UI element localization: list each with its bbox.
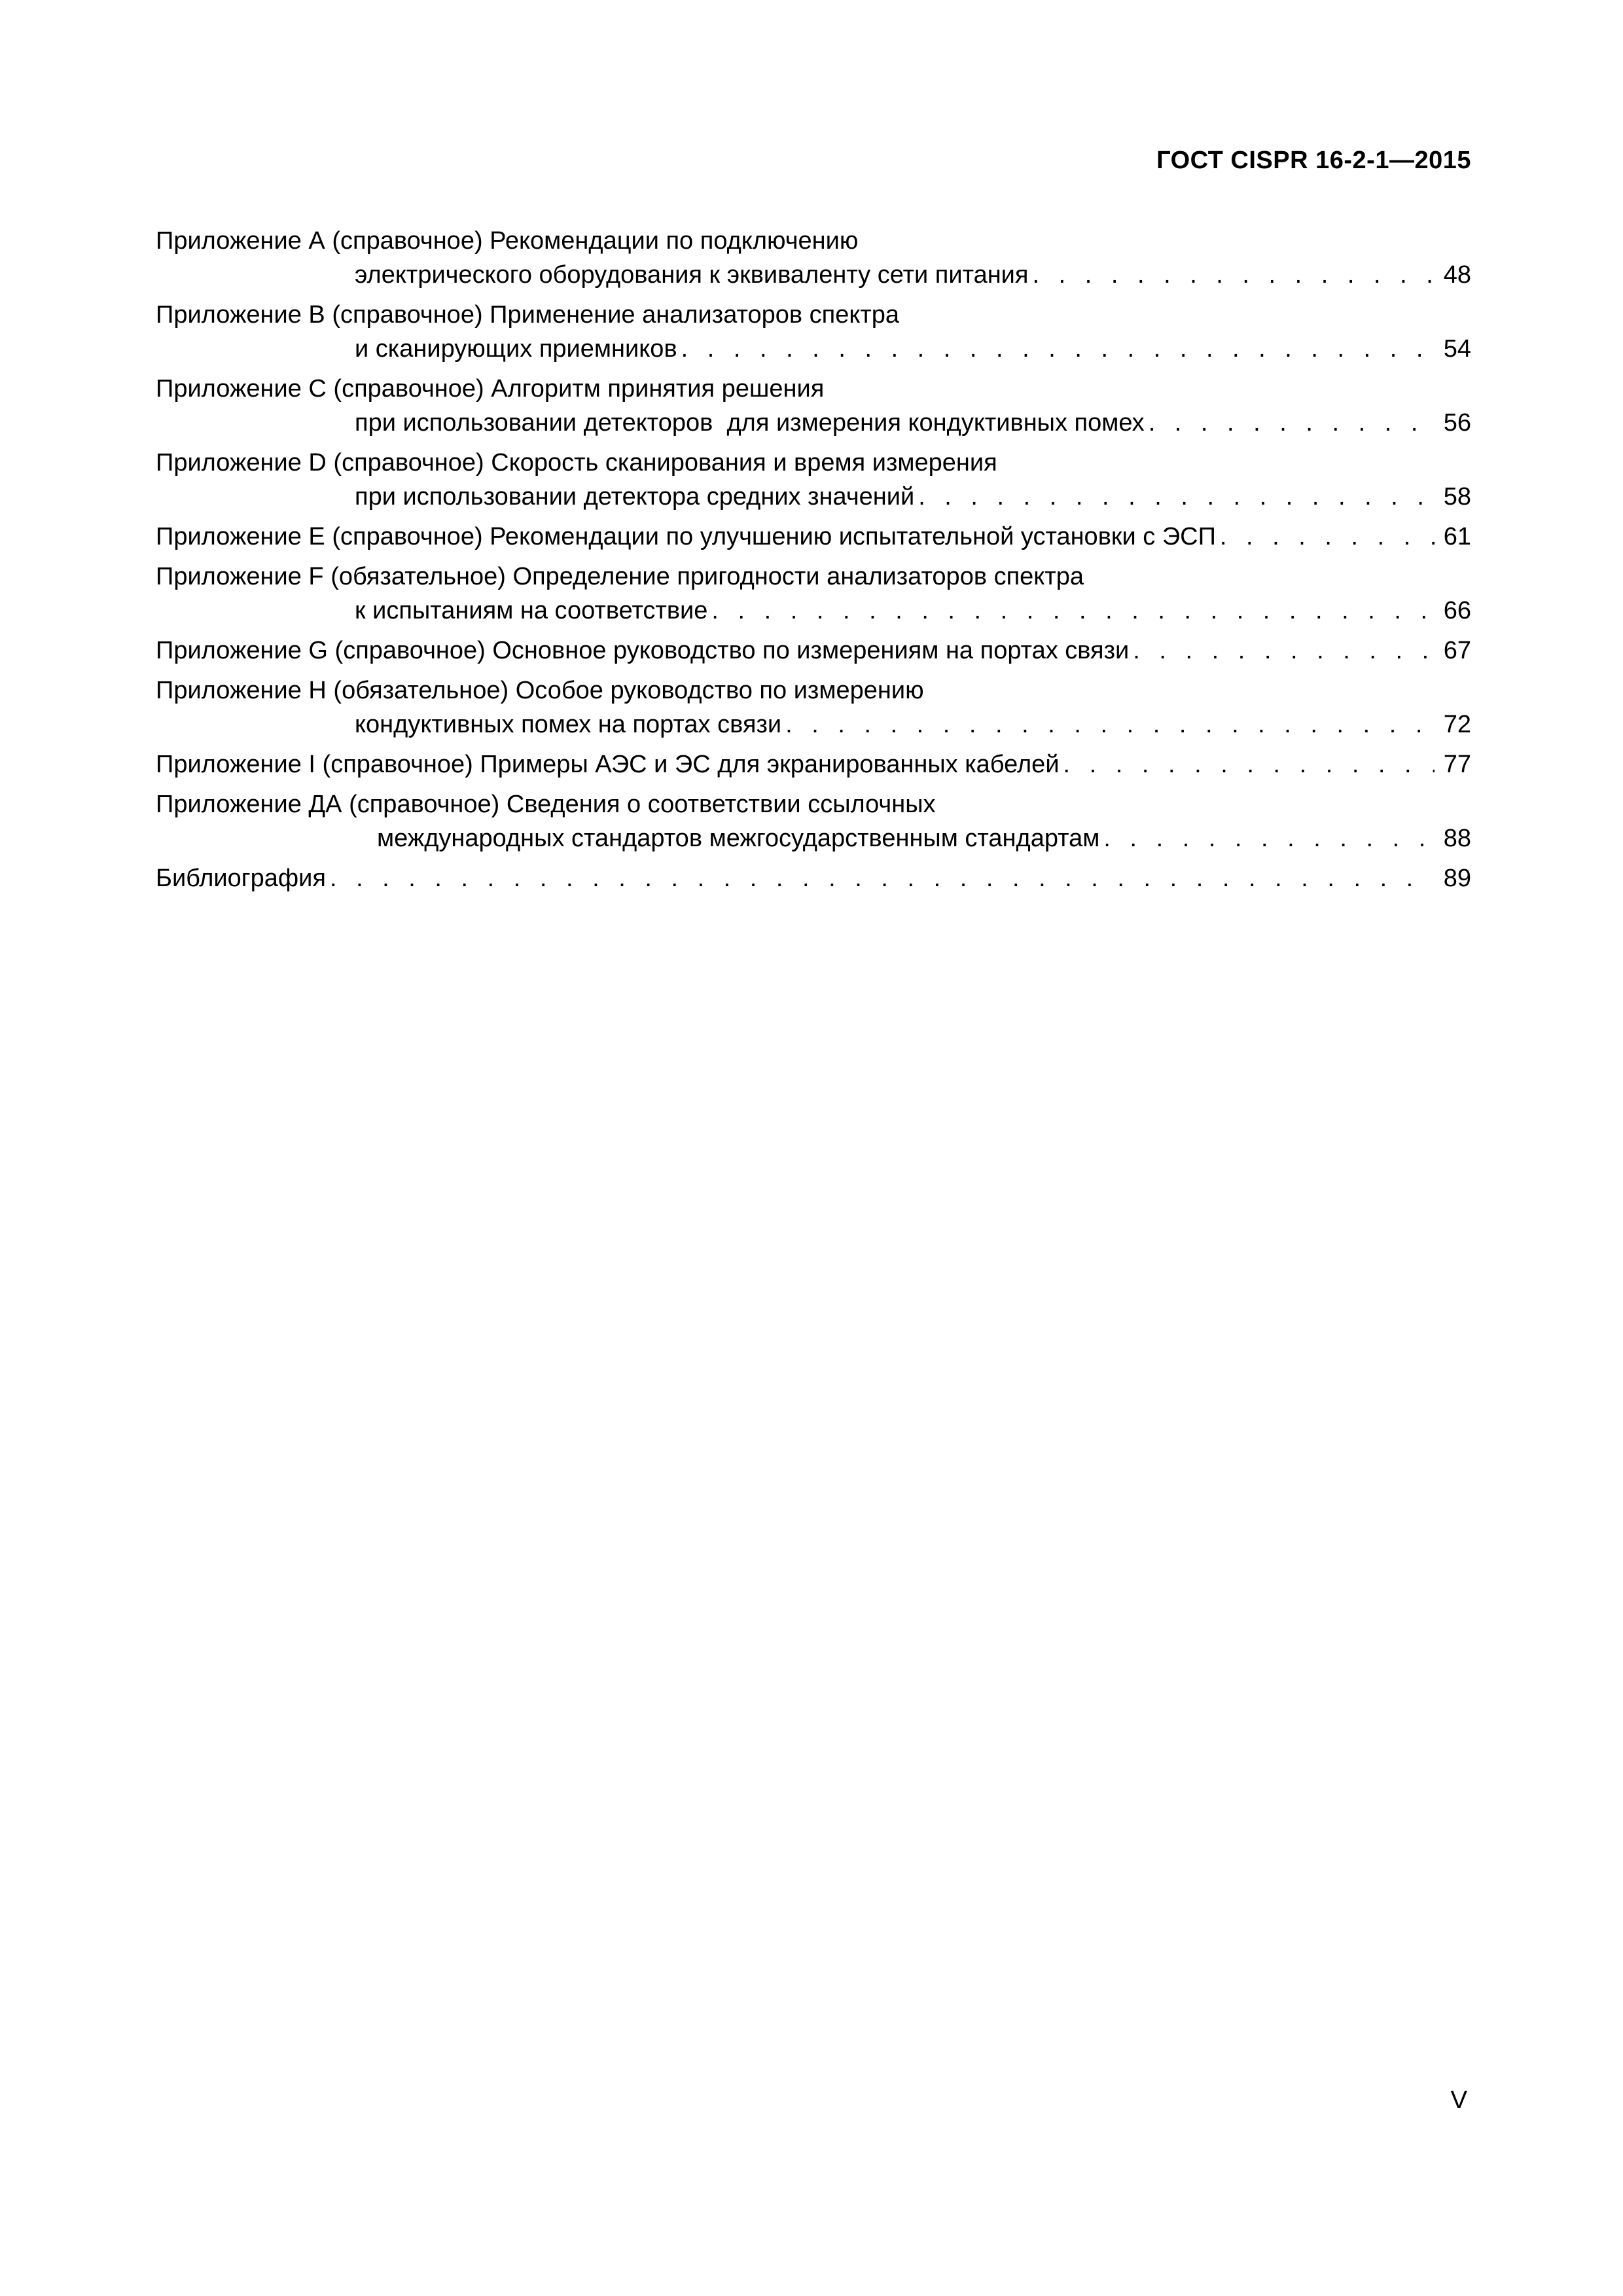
toc-entry-title-continuation: электрического оборудования к эквиваленту сети питания — [355, 261, 1029, 289]
toc-entry-appendix-g[interactable] — [156, 634, 1471, 668]
document-code-header: ГОСТ CISPR 16-2-1—2015 — [1156, 147, 1471, 174]
table-of-contents — [156, 224, 1471, 901]
toc-entry-appendix-d[interactable] — [156, 446, 1471, 514]
toc-entry-title-continuation: и сканирующих приемников — [355, 335, 677, 363]
toc-entry-title-continuation: кондуктивных помех на портах связи — [355, 711, 782, 738]
toc-entry-title-continuation: при использовании детекторов для измерения кондуктивных помех — [355, 409, 1145, 437]
toc-entry-appendix-da[interactable] — [156, 787, 1471, 855]
toc-entry-title: Приложение А (справочное) Рекомендации по подключению — [156, 227, 859, 255]
toc-entry-title: Приложение D (справочное) Скорость сканирования и время измерения — [156, 449, 997, 476]
dot-leader — [1149, 406, 1435, 440]
toc-entry-title: Приложение G (справочное) Основное руководство по измерениям на портах связи — [156, 637, 1130, 664]
toc-page-number: 88 — [1443, 825, 1471, 852]
toc-entry-appendix-i[interactable] — [156, 747, 1471, 781]
toc-page-number: 72 — [1443, 711, 1471, 738]
toc-entry-title: Приложение Н (обязательное) Особое руководство по измерению — [156, 677, 924, 704]
dot-leader — [785, 708, 1435, 742]
dot-leader — [1033, 258, 1435, 292]
dot-leader — [681, 332, 1435, 366]
dot-leader — [918, 480, 1435, 514]
dot-leader — [711, 594, 1435, 628]
toc-entry-appendix-c[interactable] — [156, 372, 1471, 440]
toc-entry-title: Приложение I (справочное) Примеры АЭС и ЭС для экранированных кабелей — [156, 751, 1060, 778]
toc-entry-appendix-e[interactable] — [156, 520, 1471, 554]
toc-page-number: 48 — [1443, 261, 1471, 289]
toc-page-number: 67 — [1443, 637, 1471, 664]
toc-entry-title-continuation: при использовании детектора средних значений — [355, 483, 915, 511]
toc-entry-title-continuation: международных стандартов межгосударственным стандартам — [377, 825, 1100, 852]
toc-entry-appendix-f[interactable] — [156, 560, 1471, 628]
toc-page-number: 58 — [1443, 483, 1471, 511]
dot-leader — [1063, 747, 1435, 781]
toc-entry-title: Приложение Е (справочное) Рекомендации по улучшению испытательной установки с ЭСП — [156, 523, 1216, 550]
toc-entry-appendix-a[interactable] — [156, 224, 1471, 292]
toc-entry-title: Библиография — [156, 865, 326, 892]
toc-page-number: 89 — [1443, 865, 1471, 892]
toc-entry-appendix-b[interactable] — [156, 298, 1471, 366]
toc-entry-bibliography[interactable] — [156, 861, 1471, 895]
toc-entry-title: Приложение F (обязательное) Определение пригодности анализаторов спектра — [156, 563, 1084, 590]
toc-page-number: 77 — [1443, 751, 1471, 778]
dot-leader — [330, 861, 1435, 895]
toc-entry-title: Приложение ДА (справочное) Сведения о соответствии ссылочных — [156, 791, 936, 818]
dot-leader — [1220, 520, 1435, 554]
dot-leader — [1133, 634, 1435, 668]
toc-entry-appendix-h[interactable] — [156, 673, 1471, 742]
toc-entry-title-continuation: к испытаниям на соответствие — [355, 597, 708, 624]
toc-entry-title: Приложение В (справочное) Применение анализаторов спектра — [156, 301, 900, 329]
toc-page-number: 61 — [1443, 523, 1471, 550]
toc-entry-title: Приложение С (справочное) Алгоритм принятия решения — [156, 375, 825, 403]
page-number-footer: V — [1450, 2087, 1467, 2114]
toc-page-number: 66 — [1443, 597, 1471, 624]
toc-page-number: 56 — [1443, 409, 1471, 437]
dot-leader — [1103, 821, 1435, 855]
toc-page-number: 54 — [1443, 335, 1471, 363]
